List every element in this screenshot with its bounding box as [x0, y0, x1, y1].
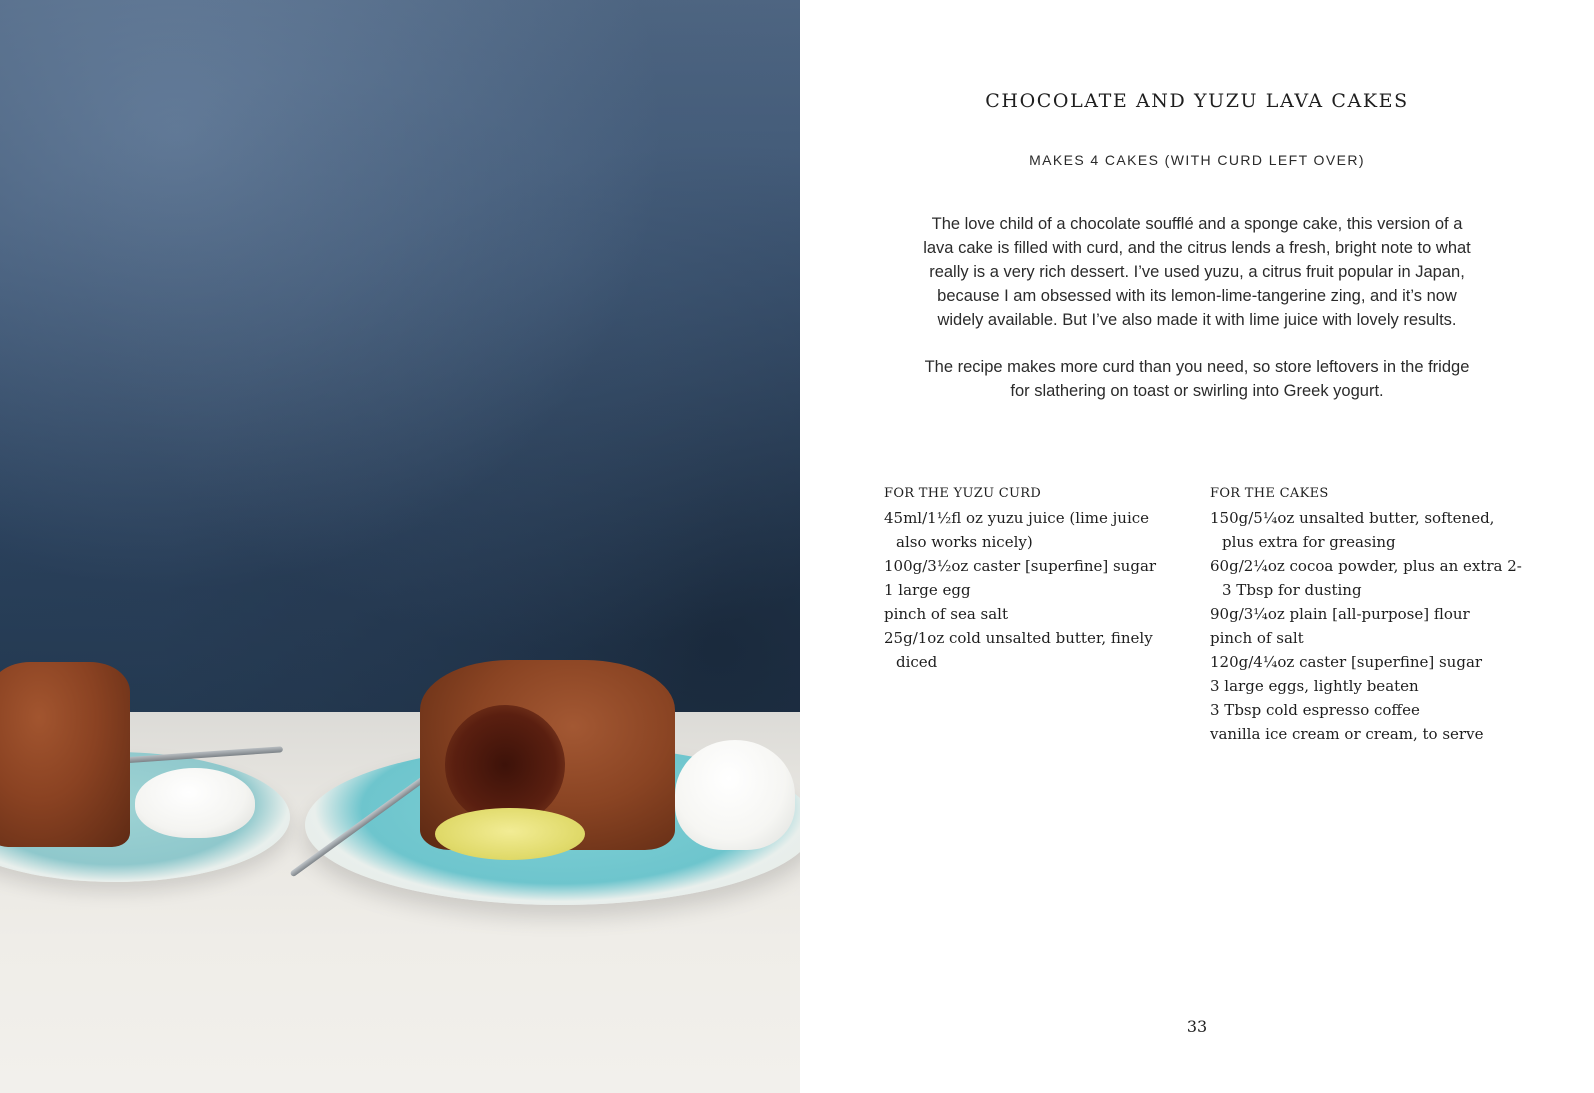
- ingredient-item: 90g/3¼oz plain [all-purpose] flour: [1210, 605, 1470, 623]
- ingredient-item: vanilla ice cream or cream, to serve: [1210, 725, 1484, 743]
- ingredients-curd-list: [884, 506, 1184, 674]
- cream-dollop-left: [135, 768, 255, 838]
- ingredients-cakes-heading: FOR THE CAKES: [1210, 486, 1329, 501]
- recipe-intro: [922, 212, 1472, 426]
- ingredients-curd-heading: FOR THE YUZU CURD: [884, 486, 1042, 501]
- ingredient-item: 100g/3½oz caster [superfine] sugar: [884, 557, 1157, 575]
- ingredient-item: 150g/5¼oz unsalted butter, softened, plus extra for greasing: [1210, 509, 1495, 551]
- intro-paragraph: The love child of a chocolate soufflé and a sponge cake, this version of a lava cake is filled with curd, and the citrus lends a fresh, bright note to what really is a very rich dessert. I’ve used yuzu, a citrus fruit popular in Japan, because I am obsessed with its lemon-lime-tangerine zing, and it’s now widely available. But I’ve also made it with lime juice with lovely results.: [923, 215, 1471, 329]
- intro-paragraph: The recipe makes more curd than you need, so store leftovers in the fridge for slathering on toast or swirling into Greek yogurt.: [924, 358, 1470, 400]
- cream-dollop-right: [675, 740, 795, 850]
- ingredients-cakes: [1210, 482, 1530, 746]
- yuzu-curd-pool: [435, 808, 585, 860]
- ingredient-item: 45ml/1½fl oz yuzu juice (lime juice also works nicely): [884, 509, 1150, 551]
- recipe-page: [800, 0, 1594, 1093]
- ingredient-item: 3 Tbsp cold espresso coffee: [1210, 701, 1420, 719]
- ingredients-cakes-list: [1210, 506, 1530, 746]
- ingredient-item: 60g/2¼oz cocoa powder, plus an extra 2-3 Tbsp for dusting: [1210, 557, 1522, 599]
- lava-cake-left: [0, 662, 130, 847]
- recipe-title: CHOCOLATE AND YUZU LAVA CAKES: [985, 90, 1409, 112]
- molten-center: [445, 705, 565, 825]
- recipe-yield: MAKES 4 CAKES (WITH CURD LEFT OVER): [1029, 152, 1365, 168]
- ingredient-item: 3 large eggs, lightly beaten: [1210, 677, 1419, 695]
- ingredient-item: 1 large egg: [884, 581, 971, 599]
- ingredients-curd: [884, 482, 1184, 674]
- photo-background-wall: [0, 0, 800, 720]
- ingredient-item: 120g/4¼oz caster [superfine] sugar: [1210, 653, 1483, 671]
- page-number: 33: [1186, 1017, 1208, 1036]
- ingredient-item: pinch of salt: [1210, 629, 1304, 647]
- ingredient-item: 25g/1oz cold unsalted butter, finely diced: [884, 629, 1153, 671]
- ingredient-item: pinch of sea salt: [884, 605, 1008, 623]
